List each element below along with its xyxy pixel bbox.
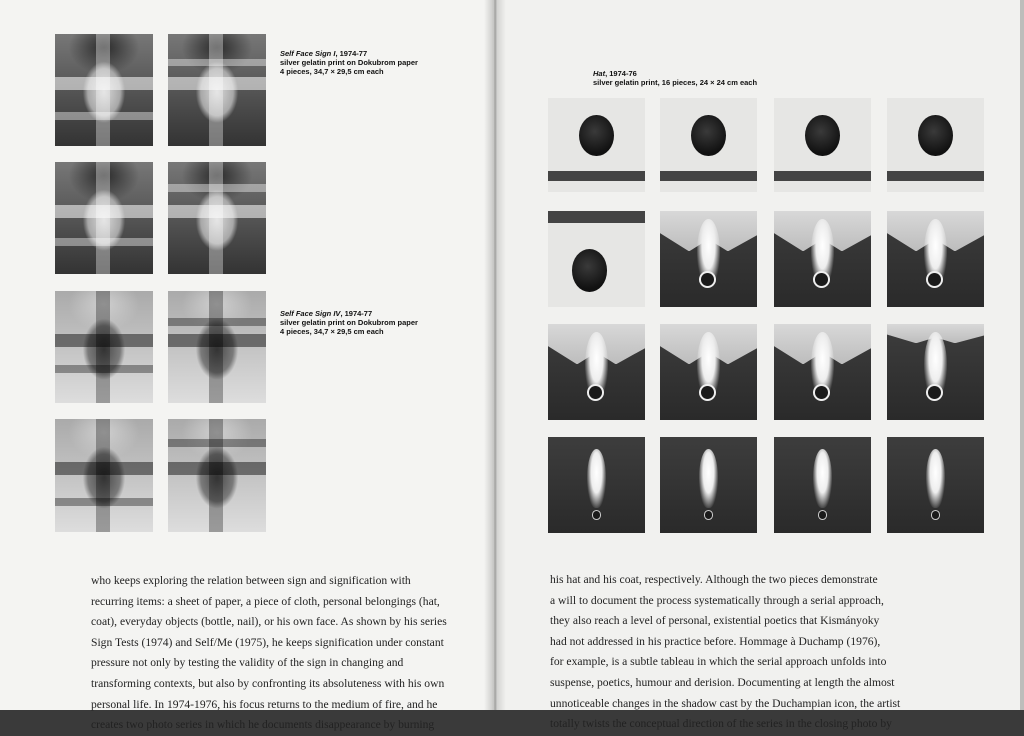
body-line: they also reach a level of personal, existential poetics that Kismányoky [550,614,880,628]
caption-medium: silver gelatin print on Dokubrom paper [280,318,418,327]
hat-photo-11 [774,324,871,420]
hat-photo-5 [548,211,645,307]
body-line: recurring items: a sheet of paper, a piece of cloth, personal belongings (hat, [91,594,440,608]
caption-title: Self Face Sign I [280,49,336,58]
hat-photo-6 [660,211,757,307]
left-body-text [91,571,486,736]
self-face-sign-4-photo-4 [168,419,266,532]
caption-title-line [280,309,418,318]
caption-title: Self Face Sign IV [280,309,341,318]
hat-photo-10 [660,324,757,420]
caption-dimensions: 4 pieces, 34,7 × 29,5 cm each [280,327,384,336]
body-line: transforming contexts, but also by confronting its absoluteness with his own [91,676,445,690]
right-page [492,0,1024,731]
hat-photo-12 [887,324,984,420]
body-line: creates two photo series in which he documents disappearance by burning [91,718,435,732]
body-line: totally twists the conceptual direction of the series in the closing photo by [550,717,892,731]
caption-year: , 1974-76 [605,69,637,78]
body-line: personal life. In 1974-1976, his focus returns to the medium of fire, and he [91,697,438,711]
caption-title-line [593,69,757,78]
left-page [0,0,496,732]
hat-photo-15 [774,437,871,533]
self-face-sign-1-photo-2 [168,34,266,146]
hat-photo-13 [548,437,645,533]
book-gutter [484,0,506,710]
body-line: who keeps exploring the relation between sign and signification with [91,574,411,587]
caption-title-line [280,49,418,58]
body-line: Sign Tests (1974) and Self/Me (1975), he keeps signification under constant [91,635,444,649]
hat-photo-2 [660,98,757,192]
hat-photo-16 [887,437,984,533]
right-body-text [550,570,990,735]
hat-photo-14 [660,437,757,533]
caption-hat [593,69,757,87]
caption-medium: silver gelatin print, 16 pieces, 24 × 24 cm each [593,78,758,87]
body-line: pressure not only by testing the validity of the sign in changing and [91,656,404,670]
hat-photo-7 [774,211,871,307]
caption-dimensions: 4 pieces, 34,7 × 29,5 cm each [280,67,384,76]
self-face-sign-4-photo-2 [168,291,266,403]
caption-year: , 1974-77 [340,309,373,318]
hat-photo-4 [887,98,984,192]
self-face-sign-4-photo-1 [55,291,153,403]
body-line: coat), everyday objects (bottle, nail), or his own face. As shown by his series [91,615,447,629]
body-line: had not addressed in his practice before. Hommage à Duchamp (1976), [550,634,881,648]
self-face-sign-4-photo-3 [55,419,153,532]
hat-photo-8 [887,211,984,307]
body-line: suspense, poetics, humour and derision. Documenting at length the almost [550,675,895,689]
hat-photo-9 [548,324,645,420]
caption-medium: silver gelatin print on Dokubrom paper [280,58,418,67]
body-line: for example, is a subtle tableau in which the serial approach unfolds into [550,655,887,669]
hat-photo-3 [774,98,871,192]
body-line: a will to document the process systematically through a serial approach, [550,593,884,607]
hat-photo-1 [548,98,645,192]
caption-title: Hat [593,69,606,78]
caption-self-face-sign-4 [280,309,418,336]
body-line: his hat and his coat, respectively. Although the two pieces demonstrate [550,573,878,586]
self-face-sign-1-photo-4 [168,162,266,274]
caption-year: , 1974-77 [335,49,368,58]
body-line: unnoticeable changes in the shadow cast by the Duchampian icon, the artist [550,696,901,710]
self-face-sign-1-photo-3 [55,162,153,274]
self-face-sign-1-photo-1 [55,34,153,146]
caption-self-face-sign-1 [280,49,418,76]
page-edge [1020,0,1024,710]
